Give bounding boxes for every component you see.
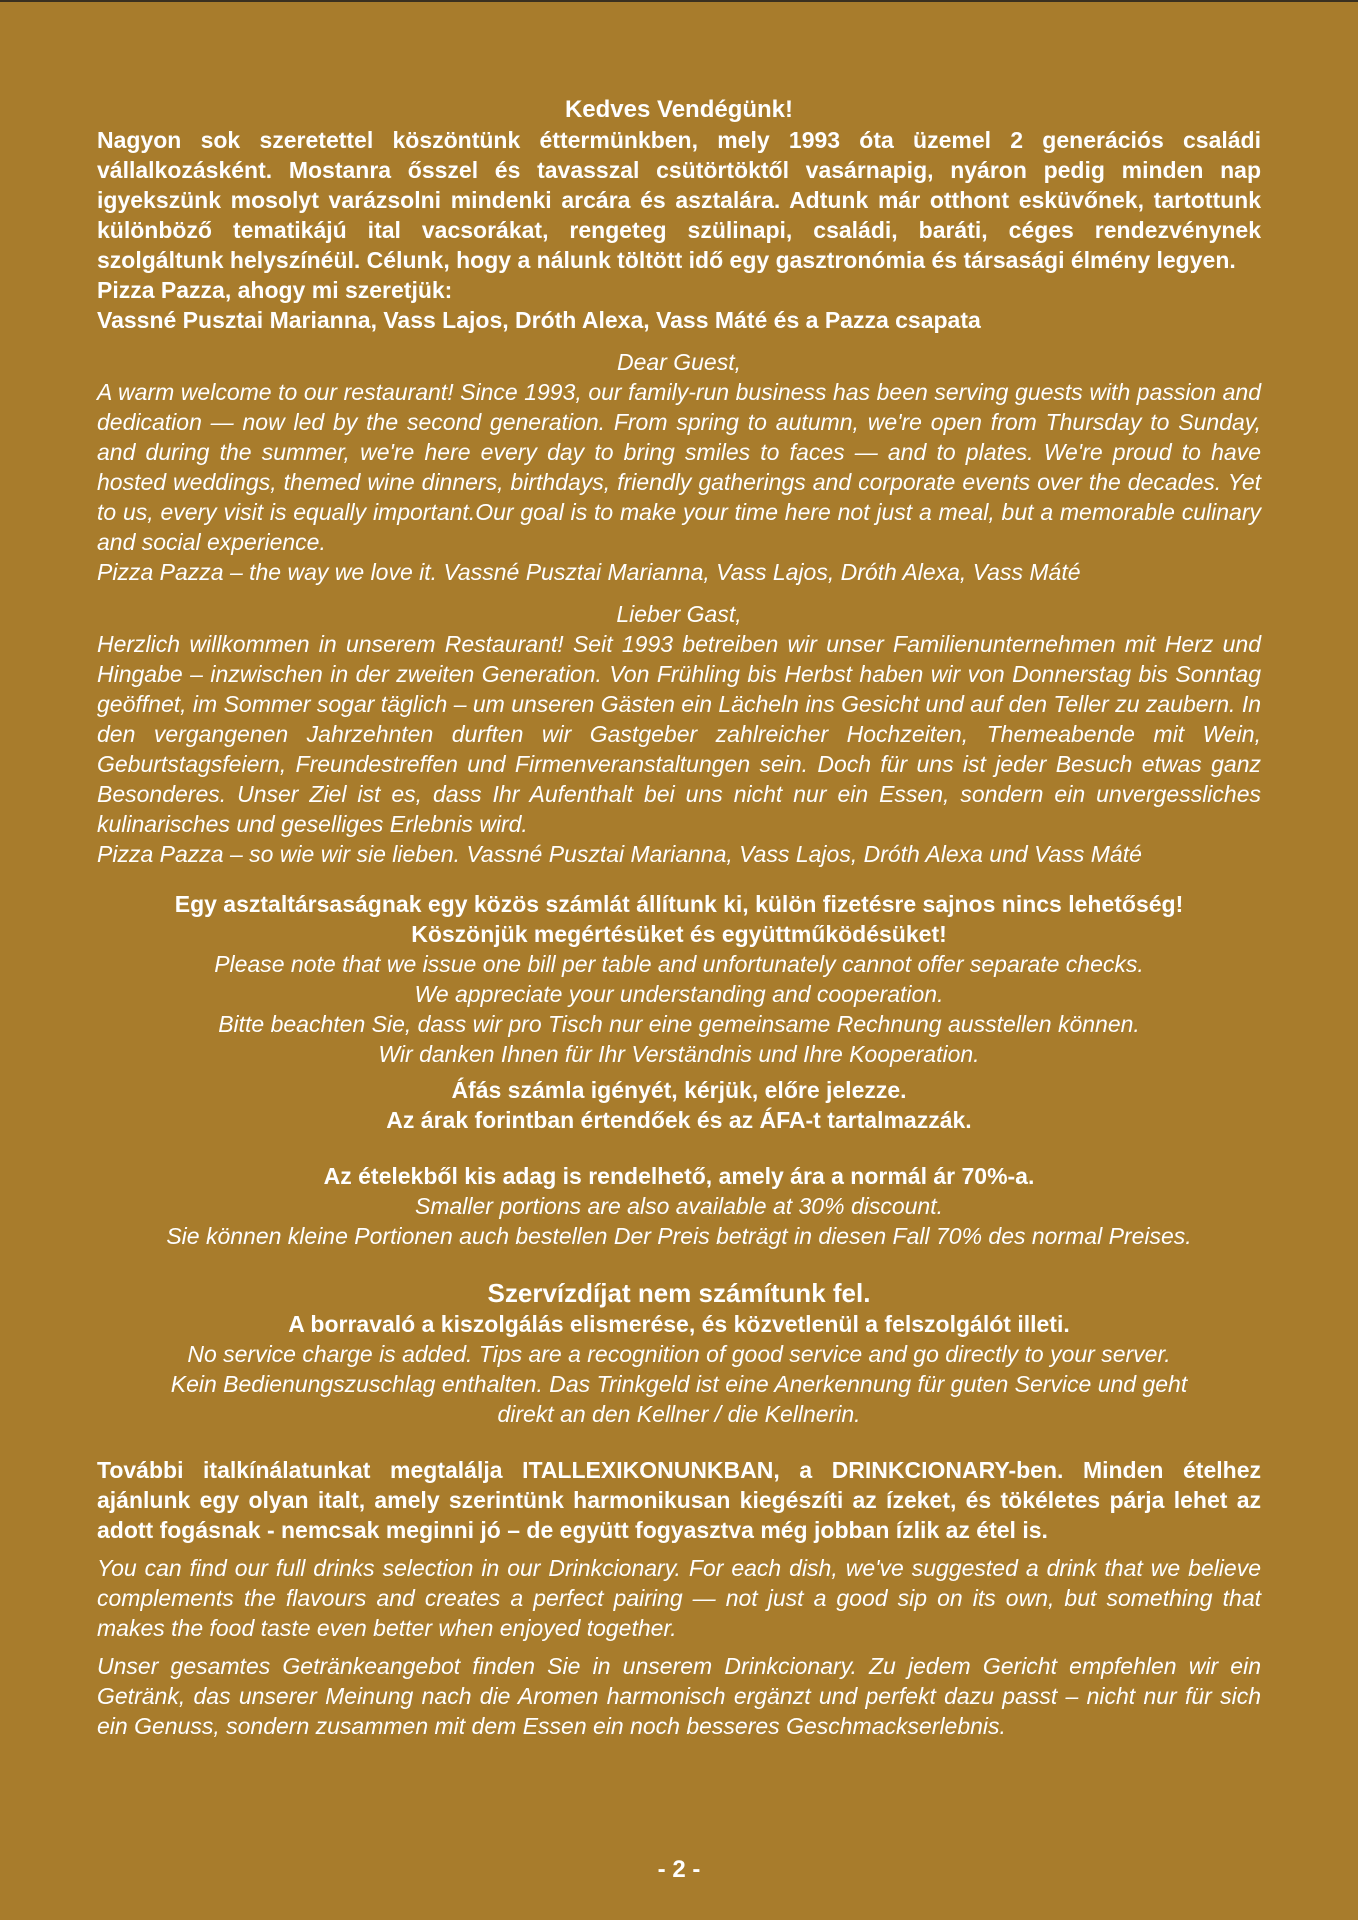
menu-page	[97, 2, 1261, 1741]
invoice-line1: Áfás számla igényét, kérjük, előre jelezze.	[451, 1077, 907, 1103]
de-welcome-title: Lieber Gast,	[616, 601, 742, 627]
billing-notice	[97, 889, 1261, 1069]
de-welcome-signature: Pizza Pazza – so wie wir sie lieben. Vassné Pusztai Marianna, Vass Lajos, Dróth Alexa und Vass Máté	[97, 841, 1142, 867]
en-welcome-body: A warm welcome to our restaurant! Since 1993, our family-run business has been serving guests with passion and dedication — now led by the second generation. From spring to autumn, we're open from Thursday to Sunday, and during the summer, we're here every day to bring smiles to faces — and to plates. We're proud to have hosted weddings, themed wine dinners, birthdays, friendly gatherings and corporate events over the decades. Yet to us, every visit is equally important.Our goal is to make your time here not just a meal, but a memorable culinary and social experience.	[97, 379, 1261, 555]
hu-welcome-title: Kedves Vendégünk!	[564, 96, 794, 123]
service-de-line1: Kein Bedienungszuschlag enthalten. Das Trinkgeld ist eine Anerkennung für guten Service und geht	[170, 1371, 1188, 1397]
german-welcome-section	[97, 599, 1261, 869]
service-de-line2: direkt an den Kellner / die Kellnerin.	[497, 1401, 861, 1427]
portions-hu: Az ételekből kis adag is rendelhető, amely ára a normál ár 70%-a.	[323, 1163, 1035, 1189]
drinks-hu: További italkínálatunkat megtalálja ITALLEXIKONUNKBAN, a DRINKCIONARY-ben. Minden ételhez ajánlunk egy olyan italt, amely szerintünk harmonikusan kiegészíti az ízeket, és tökéletes párja lehet az adott fogásnak - nemcsak meginni jó – de együtt fogyasztva még jobban ízlik az étel is.	[97, 1457, 1261, 1543]
hungarian-welcome-section	[97, 95, 1261, 335]
billing-hu-line2: Köszönjük megértésüket és együttműködésüket!	[411, 921, 947, 947]
en-welcome-title: Dear Guest,	[617, 349, 741, 375]
en-welcome-signature: Pizza Pazza – the way we love it. Vassné Pusztai Marianna, Vass Lajos, Dróth Alexa, Vass Máté	[97, 559, 1081, 585]
drinks-notice	[97, 1455, 1261, 1741]
invoice-line2: Az árak forintban értendőek és az ÁFA-t tartalmazzák.	[386, 1107, 972, 1133]
english-welcome-section	[97, 347, 1261, 587]
service-hu: A borravaló a kiszolgálás elismerése, és közvetlenül a felszolgálót illeti.	[288, 1311, 1070, 1337]
invoice-notice	[97, 1075, 1261, 1135]
portions-notice	[97, 1161, 1261, 1251]
billing-hu-line1: Egy asztaltársaságnak egy közös számlát állítunk ki, külön fizetésre sajnos nincs lehetőség!	[174, 891, 1184, 917]
service-en: No service charge is added. Tips are a recognition of good service and go directly to your server.	[187, 1341, 1171, 1367]
service-title: Szervízdíjat nem számítunk fel.	[487, 1278, 871, 1308]
hu-welcome-signature: Vassné Pusztai Marianna, Vass Lajos, Dróth Alexa, Vass Máté és a Pazza csapata	[97, 307, 981, 333]
billing-en-line1: Please note that we issue one bill per table and unfortunately cannot offer separate checks.	[214, 951, 1144, 977]
page-number: - 2 -	[657, 1856, 701, 1883]
billing-de-line2: Wir danken Ihnen für Ihr Verständnis und Ihre Kooperation.	[378, 1041, 980, 1067]
portions-en: Smaller portions are also available at 30% discount.	[414, 1193, 943, 1219]
service-charge-notice	[97, 1277, 1261, 1429]
portions-de: Sie können kleine Portionen auch bestellen Der Preis beträgt in diesen Fall 70% des normal Preises.	[166, 1223, 1192, 1249]
billing-de-line1: Bitte beachten Sie, dass wir pro Tisch nur eine gemeinsame Rechnung ausstellen können.	[218, 1011, 1140, 1037]
hu-welcome-motto: Pizza Pazza, ahogy mi szeretjük:	[97, 277, 453, 303]
de-welcome-body: Herzlich willkommen in unserem Restaurant! Seit 1993 betreiben wir unser Familienunternehmen mit Herz und Hingabe – inzwischen in der zweiten Generation. Von Frühling bis Herbst haben wir von Donnerstag bis Sonntag geöffnet, im Sommer sogar täglich – um unseren Gästen ein Lächeln ins Gesicht und auf den Teller zu zaubern. In den vergangenen Jahrzehnten durften wir Gastgeber zahlreicher Hochzeiten, Themeabende mit Wein, Geburtstagsfeiern, Freundestreffen und Firmenveranstaltungen sein. Doch für uns ist jeder Besuch etwas ganz Besonderes. Unser Ziel ist es, dass Ihr Aufenthalt bei uns nicht nur ein Essen, sondern ein unvergessliches kulinarisches und geselliges Erlebnis wird.	[97, 631, 1261, 837]
drinks-en: You can find our full drinks selection in our Drinkcionary. For each dish, we've suggested a drink that we believe complements the flavours and creates a perfect pairing — not just a good sip on its own, but something that makes the food taste even better when enjoyed together.	[97, 1555, 1261, 1641]
drinks-de: Unser gesamtes Getränkeangebot finden Sie in unserem Drinkcionary. Zu jedem Gericht empfehlen wir ein Getränk, das unserer Meinung nach die Aromen harmonisch ergänzt und perfekt dazu passt – nicht nur für sich ein Genuss, sondern zusammen mit dem Essen ein noch besseres Geschmackserlebnis.	[97, 1653, 1261, 1739]
hu-welcome-body: Nagyon sok szeretettel köszöntünk éttermünkben, mely 1993 óta üzemel 2 generációs családi vállalkozásként. Mostanra ősszel és tavasszal csütörtöktől vasárnapig, nyáron pedig minden nap igyekszünk mosolyt varázsolni mindenki arcára és asztalára. Adtunk már otthont esküvőnek, tartottunk különböző tematikájú ital vacsorákat, rengeteg szülinapi, családi, baráti, céges rendezvénynek szolgáltunk helyszínéül. Célunk, hogy a nálunk töltött idő egy gasztronómia és társasági élmény legyen.	[97, 127, 1261, 273]
billing-en-line2: We appreciate your understanding and cooperation.	[414, 981, 944, 1007]
